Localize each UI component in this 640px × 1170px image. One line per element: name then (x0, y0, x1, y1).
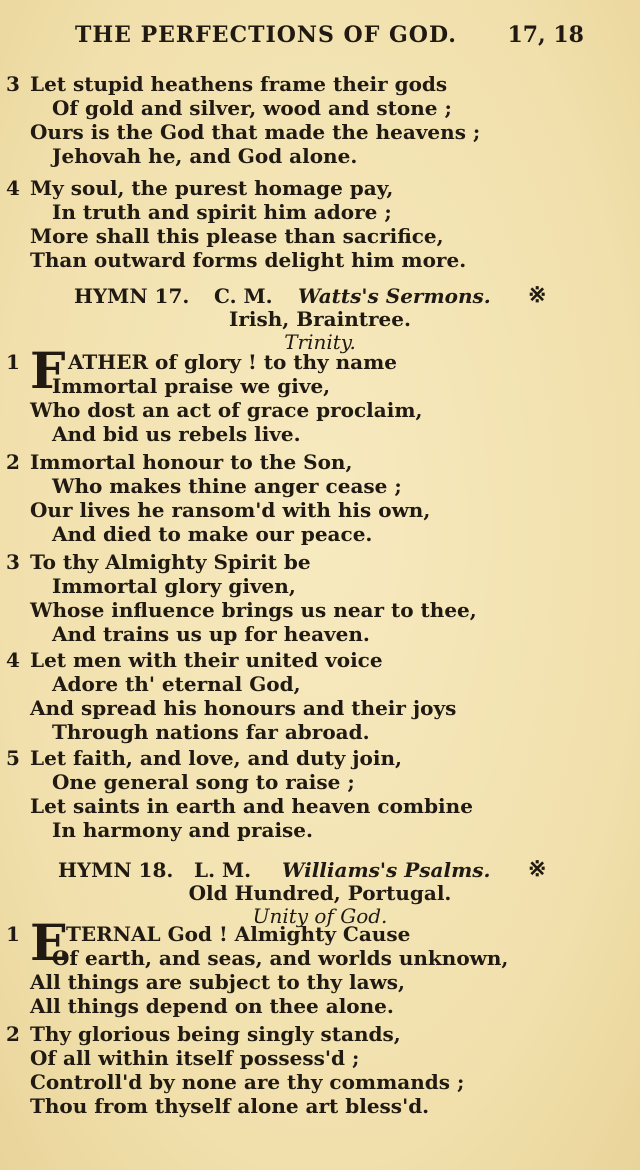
stanza-number: 2 (6, 450, 20, 474)
verse-line: Controll'd by none are thy commands ; (30, 1070, 465, 1094)
hymn-tunes: Irish, Braintree. (229, 307, 411, 331)
verse-line: Of gold and silver, wood and stone ; (52, 96, 452, 120)
drop-cap: E (30, 913, 69, 972)
verse-line: Through nations far abroad. (52, 720, 370, 744)
verse-line: One general song to raise ; (52, 770, 355, 794)
hymn-meter: C. M. (214, 284, 273, 308)
verse-line: All things depend on thee alone. (30, 994, 394, 1018)
verse-line: Of all within itself possess'd ; (30, 1046, 360, 1070)
ornament-icon: ※ (528, 856, 547, 882)
verse-line: Immortal glory given, (52, 574, 296, 598)
stanza-number: 4 (6, 176, 20, 200)
verse-line: Thou from thyself alone art bless'd. (30, 1094, 430, 1118)
verse-line: And spread his honours and their joys (30, 696, 457, 720)
stanza-number: 1 (6, 922, 20, 946)
verse-line: My soul, the purest homage pay, (30, 176, 394, 200)
verse-line: TERNAL God ! Almighty Cause (66, 922, 411, 946)
verse-line: Immortal honour to the Son, (30, 450, 353, 474)
ornament-icon: ※ (528, 282, 547, 308)
verse-line: Of earth, and seas, and worlds unknown, (52, 946, 509, 970)
verse-line: Ours is the God that made the heavens ; (30, 120, 481, 144)
verse-line: Immortal praise we give, (52, 374, 331, 398)
hymn-tunes: Old Hundred, Portugal. (188, 881, 452, 905)
verse-line: To thy Almighty Spirit be (30, 550, 311, 574)
verse-line: And bid us rebels live. (52, 422, 301, 446)
stanza-number: 1 (6, 350, 20, 374)
hymn-meter: L. M. (194, 858, 252, 882)
verse-line: Who dost an act of grace proclaim, (30, 398, 423, 422)
verse-line: Let saints in earth and heaven combine (30, 794, 473, 818)
verse-line: More shall this please than sacrifice, (30, 224, 444, 248)
verse-line: Who makes thine anger cease ; (52, 474, 402, 498)
running-head (0, 22, 640, 52)
hymn-subject: Trinity. (284, 330, 356, 354)
stanza-number: 4 (6, 648, 20, 672)
stanza-number: 5 (6, 746, 20, 770)
verse-line: Let men with their united voice (30, 648, 383, 672)
hymn-subject: Unity of God. (252, 904, 388, 928)
verse-line: Adore th' eternal God, (52, 672, 301, 696)
verse-line: In truth and spirit him adore ; (52, 200, 392, 224)
hymn-source: Williams's Psalms. (282, 858, 491, 882)
hymn-number: HYMN 17. (74, 284, 190, 308)
verse-line: Jehovah he, and God alone. (52, 144, 358, 168)
verse-line: Than outward forms delight him more. (30, 248, 467, 272)
page-title: THE PERFECTIONS OF GOD. (75, 22, 457, 48)
verse-line: Let faith, and love, and duty join, (30, 746, 402, 770)
verse-line: Let stupid heathens frame their gods (30, 72, 448, 96)
hymn-number: HYMN 18. (58, 858, 174, 882)
verse-line: Whose influence brings us near to thee, (30, 598, 477, 622)
verse-line: Our lives he ransom'd with his own, (30, 498, 431, 522)
page-number: 17, 18 (507, 22, 584, 48)
verse-line: ATHER of glory ! to thy name (68, 350, 398, 374)
stanza-number: 2 (6, 1022, 20, 1046)
hymn-source: Watts's Sermons. (298, 284, 491, 308)
verse-line: In harmony and praise. (52, 818, 313, 842)
drop-cap: F (30, 341, 66, 400)
verse-line: All things are subject to thy laws, (30, 970, 406, 994)
stanza-number: 3 (6, 72, 20, 96)
verse-line: Thy glorious being singly stands, (30, 1022, 401, 1046)
verse-line: And died to make our peace. (52, 522, 373, 546)
verse-line: And trains us up for heaven. (52, 622, 370, 646)
stanza-number: 3 (6, 550, 20, 574)
